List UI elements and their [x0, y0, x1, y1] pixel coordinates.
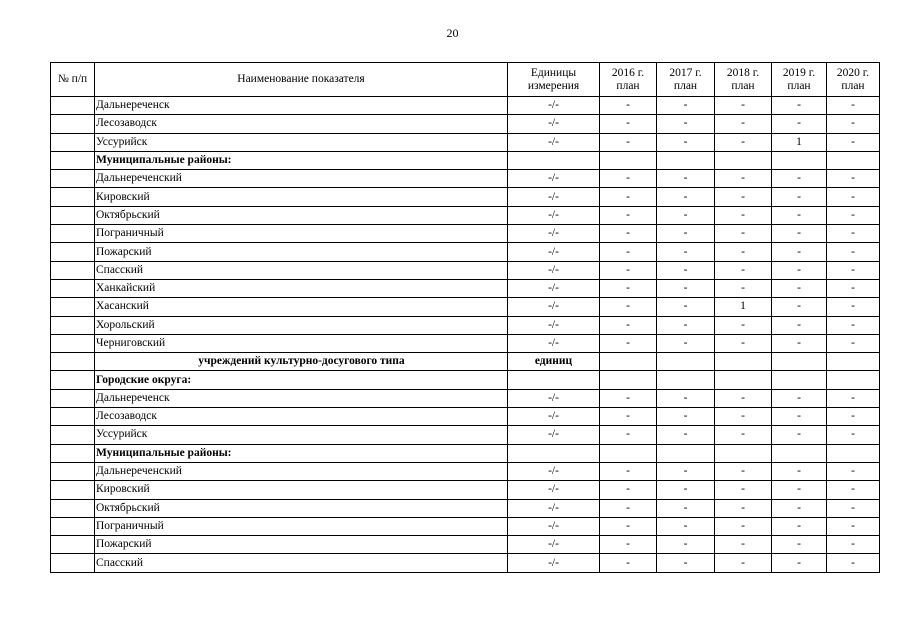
plan-value-cell: - — [827, 170, 880, 188]
plan-value-cell: - — [600, 499, 657, 517]
table-row — [51, 517, 880, 535]
plan-value-cell: - — [827, 499, 880, 517]
plan-value-cell: - — [772, 298, 827, 316]
plan-value-cell: - — [772, 206, 827, 224]
indicator-name-cell: Дальнереченский — [95, 462, 508, 480]
unit-cell: -/- — [508, 499, 600, 517]
indicator-name-cell: Пограничный — [95, 517, 508, 535]
plan-value-cell: - — [827, 536, 880, 554]
plan-value-cell: - — [657, 499, 715, 517]
unit-cell: -/- — [508, 426, 600, 444]
table-row — [51, 353, 880, 371]
plan-value-cell: - — [657, 97, 715, 115]
plan-value-cell: - — [657, 554, 715, 572]
plan-value-cell: 1 — [772, 133, 827, 151]
row-num-cell — [51, 243, 95, 261]
indicator-name-cell: Дальнереченск — [95, 97, 508, 115]
plan-value-cell: - — [827, 408, 880, 426]
table-row — [51, 408, 880, 426]
plan-value-cell: - — [600, 334, 657, 352]
header-unit-line1: Единицы — [530, 66, 577, 79]
table-body — [51, 97, 880, 573]
plan-value-cell: 1 — [715, 298, 772, 316]
plan-value-cell: - — [715, 243, 772, 261]
plan-value-cell — [827, 371, 880, 389]
plan-value-cell: - — [715, 554, 772, 572]
unit-cell: -/- — [508, 536, 600, 554]
plan-value-cell — [827, 151, 880, 169]
plan-value-cell: - — [715, 206, 772, 224]
header-year-label: 2019 г. — [782, 66, 816, 79]
indicator-name-cell: Черниговский — [95, 334, 508, 352]
plan-value-cell: - — [827, 426, 880, 444]
unit-cell: -/- — [508, 316, 600, 334]
row-num-cell — [51, 206, 95, 224]
header-unit-line2: измерения — [527, 79, 580, 92]
plan-value-cell: - — [657, 462, 715, 480]
plan-value-cell: - — [600, 261, 657, 279]
row-num-cell — [51, 170, 95, 188]
header-year-sub: план — [731, 79, 755, 92]
plan-value-cell: - — [657, 389, 715, 407]
unit-cell: -/- — [508, 462, 600, 480]
plan-value-cell: - — [715, 261, 772, 279]
row-num-cell — [51, 536, 95, 554]
plan-value-cell: - — [827, 206, 880, 224]
plan-value-cell — [600, 371, 657, 389]
plan-value-cell: - — [657, 298, 715, 316]
table-row — [51, 115, 880, 133]
table-row — [51, 225, 880, 243]
plan-value-cell: - — [715, 225, 772, 243]
plan-value-cell: - — [600, 426, 657, 444]
unit-cell: -/- — [508, 279, 600, 297]
plan-value-cell: - — [657, 206, 715, 224]
indicator-name-cell: Ханкайский — [95, 279, 508, 297]
unit-cell: -/- — [508, 261, 600, 279]
plan-value-cell: - — [600, 298, 657, 316]
header-year-2019 — [772, 63, 827, 97]
row-num-cell — [51, 151, 95, 169]
row-num-cell — [51, 225, 95, 243]
plan-value-cell: - — [772, 481, 827, 499]
unit-cell: -/- — [508, 133, 600, 151]
indicator-name-cell: Кировский — [95, 188, 508, 206]
header-year-2018 — [715, 63, 772, 97]
indicator-name-cell: Октябрьский — [95, 206, 508, 224]
table-row — [51, 462, 880, 480]
plan-value-cell — [600, 444, 657, 462]
plan-value-cell: - — [827, 334, 880, 352]
plan-value-cell — [772, 444, 827, 462]
plan-value-cell: - — [715, 499, 772, 517]
plan-value-cell: - — [715, 408, 772, 426]
header-unit — [508, 63, 600, 97]
unit-cell: -/- — [508, 389, 600, 407]
plan-value-cell: - — [772, 97, 827, 115]
table-row — [51, 334, 880, 352]
plan-value-cell: - — [657, 408, 715, 426]
plan-value-cell: - — [772, 389, 827, 407]
indicator-name-cell: Хорольский — [95, 316, 508, 334]
unit-cell: -/- — [508, 481, 600, 499]
plan-value-cell: - — [657, 225, 715, 243]
header-year-label: 2016 г. — [611, 66, 645, 79]
plan-value-cell: - — [715, 279, 772, 297]
row-num-cell — [51, 353, 95, 371]
plan-value-cell — [827, 444, 880, 462]
indicator-name-cell: Спасский — [95, 261, 508, 279]
plan-value-cell: - — [772, 536, 827, 554]
plan-value-cell: - — [827, 225, 880, 243]
plan-value-cell: - — [772, 517, 827, 535]
table-header-row — [51, 63, 880, 97]
table-row — [51, 554, 880, 572]
plan-value-cell: - — [657, 115, 715, 133]
unit-cell: -/- — [508, 334, 600, 352]
plan-value-cell: - — [657, 170, 715, 188]
table-row — [51, 298, 880, 316]
table-row — [51, 188, 880, 206]
plan-value-cell: - — [600, 536, 657, 554]
plan-value-cell: - — [600, 206, 657, 224]
table-row — [51, 481, 880, 499]
plan-value-cell: - — [600, 188, 657, 206]
unit-cell: -/- — [508, 188, 600, 206]
table-row — [51, 444, 880, 462]
unit-cell: -/- — [508, 243, 600, 261]
plan-value-cell: - — [715, 462, 772, 480]
header-year-label: 2018 г. — [726, 66, 760, 79]
plan-value-cell: - — [715, 133, 772, 151]
plan-value-cell: - — [657, 481, 715, 499]
plan-value-cell — [657, 151, 715, 169]
table-row — [51, 170, 880, 188]
indicator-name-cell: Пограничный — [95, 225, 508, 243]
row-num-cell — [51, 188, 95, 206]
row-num-cell — [51, 462, 95, 480]
plan-value-cell: - — [827, 115, 880, 133]
plan-value-cell — [715, 151, 772, 169]
indicator-name-cell: Пожарский — [95, 536, 508, 554]
header-year-2016 — [600, 63, 657, 97]
header-year-label: 2020 г. — [836, 66, 870, 79]
plan-value-cell: - — [715, 517, 772, 535]
table-row — [51, 279, 880, 297]
unit-cell: -/- — [508, 554, 600, 572]
row-num-cell — [51, 408, 95, 426]
header-num: № п/п — [51, 63, 95, 97]
plan-value-cell — [715, 444, 772, 462]
row-num-cell — [51, 279, 95, 297]
plan-value-cell: - — [827, 481, 880, 499]
plan-value-cell — [772, 371, 827, 389]
unit-cell — [508, 151, 600, 169]
plan-value-cell: - — [657, 261, 715, 279]
plan-value-cell — [657, 371, 715, 389]
plan-value-cell: - — [772, 115, 827, 133]
plan-value-cell: - — [827, 243, 880, 261]
plan-value-cell: - — [772, 499, 827, 517]
plan-value-cell: - — [772, 170, 827, 188]
plan-value-cell: - — [657, 279, 715, 297]
row-num-cell — [51, 499, 95, 517]
plan-value-cell: - — [772, 334, 827, 352]
row-num-cell — [51, 444, 95, 462]
plan-value-cell: - — [600, 97, 657, 115]
header-year-2020 — [827, 63, 880, 97]
row-num-cell — [51, 115, 95, 133]
unit-cell — [508, 371, 600, 389]
plan-value-cell: - — [715, 188, 772, 206]
plan-value-cell — [772, 353, 827, 371]
plan-value-cell: - — [827, 261, 880, 279]
plan-value-cell: - — [772, 316, 827, 334]
plan-value-cell: - — [657, 334, 715, 352]
indicator-table — [50, 62, 880, 573]
plan-value-cell: - — [600, 389, 657, 407]
indicator-name-cell: Уссурийск — [95, 133, 508, 151]
plan-value-cell: - — [657, 426, 715, 444]
indicator-name-cell: Лесозаводск — [95, 115, 508, 133]
unit-cell: -/- — [508, 408, 600, 426]
table-row — [51, 206, 880, 224]
table-row — [51, 151, 880, 169]
table-row — [51, 261, 880, 279]
row-num-cell — [51, 517, 95, 535]
row-num-cell — [51, 261, 95, 279]
row-num-cell — [51, 133, 95, 151]
plan-value-cell: - — [772, 554, 827, 572]
unit-cell: -/- — [508, 298, 600, 316]
indicator-name-cell: Спасский — [95, 554, 508, 572]
row-num-cell — [51, 426, 95, 444]
table-row — [51, 371, 880, 389]
plan-value-cell: - — [715, 97, 772, 115]
indicator-name-cell: Хасанский — [95, 298, 508, 316]
row-num-cell — [51, 334, 95, 352]
plan-value-cell: - — [600, 170, 657, 188]
plan-value-cell — [657, 353, 715, 371]
plan-value-cell: - — [827, 133, 880, 151]
indicator-name-cell: Дальнереченск — [95, 389, 508, 407]
plan-value-cell: - — [715, 536, 772, 554]
table-row — [51, 316, 880, 334]
table-row — [51, 243, 880, 261]
plan-value-cell: - — [657, 133, 715, 151]
plan-value-cell: - — [600, 243, 657, 261]
header-year-sub: план — [673, 79, 698, 92]
unit-cell: -/- — [508, 170, 600, 188]
plan-value-cell: - — [715, 334, 772, 352]
row-num-cell — [51, 298, 95, 316]
page-number: 20 — [446, 26, 459, 40]
plan-value-cell — [772, 151, 827, 169]
plan-value-cell: - — [772, 408, 827, 426]
plan-value-cell: - — [600, 481, 657, 499]
plan-value-cell: - — [600, 517, 657, 535]
plan-value-cell: - — [657, 517, 715, 535]
plan-value-cell: - — [657, 243, 715, 261]
plan-value-cell — [657, 444, 715, 462]
plan-value-cell: - — [772, 462, 827, 480]
plan-value-cell: - — [827, 279, 880, 297]
header-year-2017 — [657, 63, 715, 97]
plan-value-cell: - — [657, 188, 715, 206]
plan-value-cell: - — [772, 261, 827, 279]
indicator-name-cell: Муниципальные районы: — [95, 444, 508, 462]
table-row — [51, 499, 880, 517]
plan-value-cell: - — [600, 133, 657, 151]
header-name: Наименование показателя — [95, 63, 508, 97]
unit-cell: -/- — [508, 115, 600, 133]
plan-value-cell: - — [827, 389, 880, 407]
plan-value-cell: - — [600, 279, 657, 297]
unit-cell: -/- — [508, 97, 600, 115]
plan-value-cell — [600, 151, 657, 169]
plan-value-cell: - — [827, 298, 880, 316]
plan-value-cell: - — [827, 517, 880, 535]
indicator-name-cell: Уссурийск — [95, 426, 508, 444]
plan-value-cell: - — [715, 316, 772, 334]
plan-value-cell: - — [772, 243, 827, 261]
plan-value-cell: - — [600, 225, 657, 243]
indicator-name-cell: Городские округа: — [95, 371, 508, 389]
unit-cell: -/- — [508, 206, 600, 224]
row-num-cell — [51, 316, 95, 334]
table-row — [51, 133, 880, 151]
row-num-cell — [51, 389, 95, 407]
row-num-cell — [51, 97, 95, 115]
table-row — [51, 389, 880, 407]
plan-value-cell: - — [600, 316, 657, 334]
plan-value-cell: - — [715, 115, 772, 133]
indicator-name-cell: Дальнереченский — [95, 170, 508, 188]
unit-cell: единиц — [508, 353, 600, 371]
indicator-name-cell: Октябрьский — [95, 499, 508, 517]
indicator-name-cell: Муниципальные районы: — [95, 151, 508, 169]
plan-value-cell — [827, 353, 880, 371]
table-row — [51, 426, 880, 444]
indicator-name-cell: Кировский — [95, 481, 508, 499]
table-row — [51, 536, 880, 554]
plan-value-cell: - — [827, 188, 880, 206]
plan-value-cell: - — [772, 426, 827, 444]
indicator-name-cell: учреждений культурно-досугового типа — [95, 353, 508, 371]
header-year-sub: план — [787, 79, 811, 92]
plan-value-cell: - — [715, 389, 772, 407]
unit-cell: -/- — [508, 517, 600, 535]
indicator-name-cell: Пожарский — [95, 243, 508, 261]
plan-value-cell: - — [772, 188, 827, 206]
plan-value-cell: - — [657, 536, 715, 554]
plan-value-cell: - — [715, 426, 772, 444]
unit-cell — [508, 444, 600, 462]
plan-value-cell: - — [600, 408, 657, 426]
plan-value-cell: - — [600, 554, 657, 572]
plan-value-cell: - — [715, 170, 772, 188]
header-year-sub: план — [841, 79, 865, 92]
row-num-cell — [51, 371, 95, 389]
plan-value-cell — [715, 371, 772, 389]
header-year-sub: план — [616, 79, 640, 92]
plan-value-cell: - — [827, 316, 880, 334]
plan-value-cell: - — [600, 115, 657, 133]
plan-value-cell: - — [715, 481, 772, 499]
plan-value-cell: - — [827, 462, 880, 480]
plan-value-cell: - — [657, 316, 715, 334]
header-year-label: 2017 г. — [669, 66, 702, 79]
plan-value-cell: - — [827, 554, 880, 572]
indicator-name-cell: Лесозаводск — [95, 408, 508, 426]
plan-value-cell: - — [600, 462, 657, 480]
row-num-cell — [51, 481, 95, 499]
plan-value-cell: - — [772, 225, 827, 243]
plan-value-cell: - — [772, 279, 827, 297]
plan-value-cell — [600, 353, 657, 371]
unit-cell: -/- — [508, 225, 600, 243]
table-row — [51, 97, 880, 115]
plan-value-cell — [715, 353, 772, 371]
plan-value-cell: - — [827, 97, 880, 115]
row-num-cell — [51, 554, 95, 572]
